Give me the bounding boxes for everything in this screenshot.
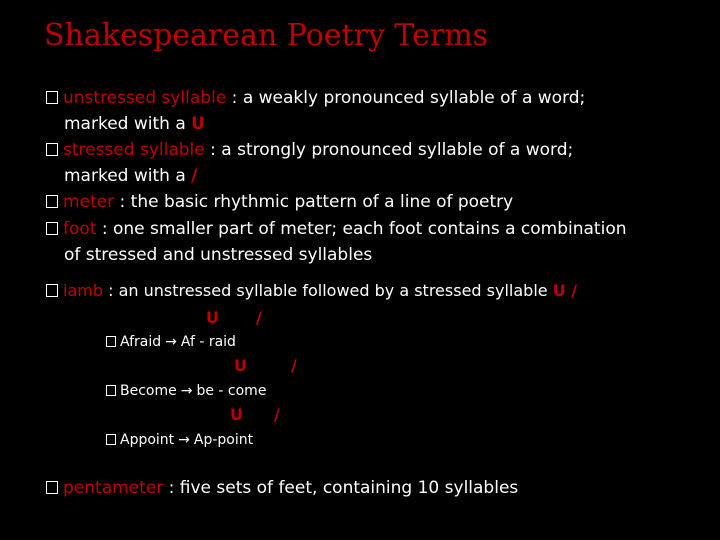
unstressed-mark: U <box>234 356 247 375</box>
slide-title: Shakespearean Poetry Terms <box>44 18 489 53</box>
example-word: Afraid <box>120 334 162 350</box>
term-separator: : <box>204 140 222 160</box>
term-definition: an unstressed syllable followed by a stressed syllable <box>118 281 553 300</box>
term-unstressed-continued <box>64 114 205 134</box>
term-unstressed <box>46 88 585 108</box>
term-separator: : <box>103 281 119 300</box>
example-split: Af - raid <box>180 334 236 350</box>
term-definition: : the basic rhythmic pattern of a line of poetry <box>114 192 514 212</box>
term-meter <box>46 192 513 212</box>
example-become <box>106 383 266 399</box>
term-label: meter <box>63 192 115 212</box>
stressed-mark: / <box>274 405 280 424</box>
square-bullet-icon <box>46 222 58 235</box>
term-definition: : five sets of feet, containing 10 syllables <box>163 478 519 498</box>
example-split: Ap-point <box>193 432 254 448</box>
example-word: Become <box>120 383 177 399</box>
term-iamb <box>46 281 577 300</box>
term-pentameter <box>46 478 518 498</box>
term-label: foot <box>63 219 97 239</box>
square-bullet-icon <box>106 336 116 347</box>
square-bullet-icon <box>46 91 58 104</box>
square-bullet-icon <box>46 143 58 156</box>
term-label: iamb <box>63 281 103 300</box>
stressed-mark: / <box>191 166 198 186</box>
square-bullet-icon <box>46 284 58 297</box>
term-definition: : one smaller part of meter; each foot contains a combination <box>96 219 627 239</box>
term-definition-continued: of stressed and unstressed syllables <box>64 245 373 265</box>
example-split: be - come <box>196 383 267 399</box>
example-appoint <box>106 432 253 448</box>
term-foot <box>46 219 627 239</box>
term-stressed-continued <box>64 166 197 186</box>
term-separator: : <box>226 88 243 108</box>
stressed-mark: / <box>256 308 262 327</box>
square-bullet-icon <box>106 434 116 445</box>
term-label: pentameter <box>63 478 164 498</box>
iamb-mark: U / <box>552 281 578 300</box>
unstressed-mark: U <box>230 405 243 424</box>
right-arrow-icon: → <box>165 334 177 350</box>
square-bullet-icon <box>106 385 116 396</box>
term-definition-continued: marked with a <box>64 166 192 186</box>
term-definition: a strongly pronounced syllable of a word; <box>221 140 574 160</box>
square-bullet-icon <box>46 195 58 208</box>
term-definition: a weakly pronounced syllable of a word; <box>242 88 586 108</box>
term-label: unstressed syllable <box>63 88 227 108</box>
stressed-mark: / <box>291 356 297 375</box>
example-word: Appoint <box>120 432 175 448</box>
right-arrow-icon: → <box>180 383 193 399</box>
term-stressed <box>46 140 573 160</box>
square-bullet-icon <box>46 481 58 494</box>
unstressed-mark: U <box>206 308 219 327</box>
term-foot-continued <box>64 245 372 265</box>
unstressed-mark: U <box>191 114 205 134</box>
term-definition-continued: marked with a <box>64 114 192 134</box>
example-afraid <box>106 334 236 350</box>
term-label: stressed syllable <box>63 140 205 160</box>
right-arrow-icon: → <box>178 432 190 448</box>
